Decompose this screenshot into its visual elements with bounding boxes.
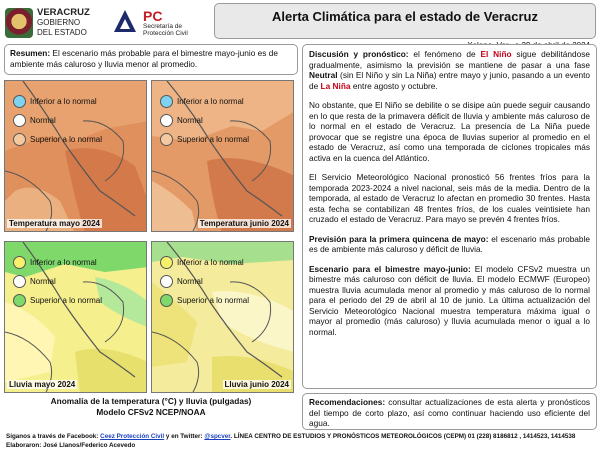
normal-swatch-icon (13, 275, 26, 288)
maps-caption (4, 396, 298, 417)
discussion-text: el fenómeno de (408, 49, 481, 59)
normal-swatch-icon (160, 275, 173, 288)
above-normal-swatch-icon (160, 133, 173, 146)
discussion-text: sigue debilitándose gradualmente, asimismo la previsión se mantiene de pasar a una fase (309, 49, 590, 70)
legend-item: Inferior a lo normal (30, 258, 97, 267)
footer-line1 (6, 432, 596, 441)
legend-item: Superior a lo normal (177, 135, 250, 144)
legend-item: Normal (30, 277, 56, 286)
legend-item: Superior a lo normal (30, 296, 103, 305)
title-box (214, 3, 596, 39)
legend-item: Inferior a lo normal (30, 97, 97, 106)
legend-item: Superior a lo normal (177, 296, 250, 305)
forecast-text: el escenario más probable es de ambiente más caluroso y déficit de lluvia. (309, 233, 590, 254)
scenario-bimester (309, 264, 590, 338)
map-rain-may (4, 241, 147, 393)
discussion-paragraph-1 (309, 49, 590, 91)
map-label: Temperatura junio 2024 (199, 219, 289, 228)
veracruz-government-logo (5, 3, 100, 43)
footer-authors: Elaboraron: José Llanos/Federico Acevedo (6, 442, 136, 449)
legend-item: Inferior a lo normal (177, 258, 244, 267)
map-legend (160, 95, 249, 152)
el-nino-term: El Niño (480, 49, 512, 59)
map-label: Temperatura mayo 2024 (9, 219, 101, 228)
forecast-first-fortnight (309, 234, 590, 255)
legend-item: Normal (177, 277, 203, 286)
discussion-text: (sin El Niño y sin La Niña) entre mayo y junio, pasando a un evento de (309, 70, 590, 91)
scenario-label: Escenario para el bimestre mayo-junio: (309, 263, 471, 274)
legend-item: Superior a lo normal (30, 135, 103, 144)
footer (6, 432, 596, 450)
above-normal-swatch-icon (160, 294, 173, 307)
veracruz-seal-icon (5, 8, 33, 38)
logo-veracruz-line2: GOBIERNO (37, 18, 81, 27)
summary-box (4, 44, 298, 75)
logo-pc-line2: Protección Civil (143, 30, 188, 37)
logo-pc-line1: Secretaría de (143, 23, 183, 30)
above-normal-swatch-icon (13, 294, 26, 307)
footer-text: . LÍNEA CENTRO DE ESTUDIOS Y PRONÓSTICOS METEOROLÓGICOS (CEPM) 01 (228) 8186812 , 1414523, 1414538 (230, 433, 576, 440)
below-normal-swatch-icon (160, 95, 173, 108)
caption-line1: Anomalía de la temperatura (°C) y lluvia (pulgadas) (50, 396, 252, 406)
map-legend (13, 256, 102, 313)
map-temperature-may (4, 80, 147, 232)
map-rain-june (151, 241, 294, 393)
proteccion-civil-logo (112, 3, 204, 43)
footer-text: y en Twitter: (164, 433, 205, 440)
below-normal-swatch-icon (160, 256, 173, 269)
logo-veracruz-line1: VERACRUZ (37, 7, 90, 18)
legend-item: Inferior a lo normal (177, 97, 244, 106)
normal-swatch-icon (13, 114, 26, 127)
map-legend (13, 95, 102, 152)
map-label: Lluvia junio 2024 (224, 380, 289, 389)
recommendations-box (302, 393, 597, 430)
below-normal-swatch-icon (13, 256, 26, 269)
below-normal-swatch-icon (13, 95, 26, 108)
summary-text: El escenario más probable para el bimestre mayo-junio es de ambiente más caluroso y lluvia menor al promedio. (10, 48, 278, 69)
forecast-label: Previsión para la primera quincena de mayo: (309, 233, 489, 244)
normal-swatch-icon (160, 114, 173, 127)
caption-line2: Modelo CFSv2 NCEP/NOAA (96, 406, 206, 417)
recommendations-text: consultar actualizaciones de esta alerta y pronósticos del tiempo de corto plazo, así como continuar haciendo uso eficiente del agua. (309, 397, 590, 428)
discussion-paragraph-2: No obstante, que El Niño se debilite o se disipe aún puede seguir causando en lo que resta de la primavera déficit de lluvia y ambiente más caluroso de lo normal en el estado de Veracruz. La presencia de La Niña puede provocar que se registre una época de lluvias superior al promedio en el estado de Veracruz, así como una temporada de ciclones tropicales más activa en la cuenca del Atlántico. (309, 100, 590, 163)
summary-label: Resumen: (10, 48, 51, 58)
above-normal-swatch-icon (13, 133, 26, 146)
legend-item: Normal (177, 116, 203, 125)
facebook-link[interactable]: Ceez Protección Civil (100, 433, 165, 440)
discussion-paragraph-3: El Servicio Meteorológico Nacional pronosticó 56 frentes fríos para la temporada 2023-2024 a nivel nacional, seis más de la media. Dentro de la temporada, al estado de Veracruz lo afectan en promedio 30 frentes. Hasta esta fecha se contabilizan 48 frentes fríos, de los cuales veintisiete han cruzado el estado de Veracruz. Para mayo se prevén 4 frentes fríos. (309, 172, 590, 224)
proteccion-civil-emblem-icon (112, 8, 139, 38)
map-label: Lluvia mayo 2024 (9, 380, 76, 389)
discussion-label: Discusión y pronóstico: (309, 49, 409, 59)
discussion-box (302, 44, 597, 389)
logo-pc-acronym: PC (143, 8, 163, 24)
logo-veracruz-line3: DEL ESTADO (37, 28, 87, 37)
legend-item: Normal (30, 116, 56, 125)
twitter-link[interactable]: @spcver (204, 433, 231, 440)
la-nina-term: La Niña (320, 80, 351, 91)
footer-text: Síganos a través de Facebook: (6, 433, 101, 440)
map-legend (160, 256, 249, 313)
map-temperature-june (151, 80, 294, 232)
recommendations-label: Recomendaciones: (309, 397, 386, 407)
discussion-text: entre agosto y octubre. (350, 80, 438, 91)
page-title: Alerta Climática para el estado de Veracruz (272, 9, 538, 24)
neutral-term: Neutral (309, 70, 338, 80)
scenario-text: El modelo CFSv2 muestra un bimestre más caluroso con déficit de lluvia. El modelo ECMWF (Europeo) muestra lluvia acumulada menor al promedio y más caluroso de lo normal para el periodo del 29 de abril al 10 de junio. La última actualización del Servicio Meteorológico Nacional muestra temperatura máxima igual o mayor al promedio (más caluroso) y lluvia acumulada menor o igual a lo normal. (309, 263, 591, 337)
